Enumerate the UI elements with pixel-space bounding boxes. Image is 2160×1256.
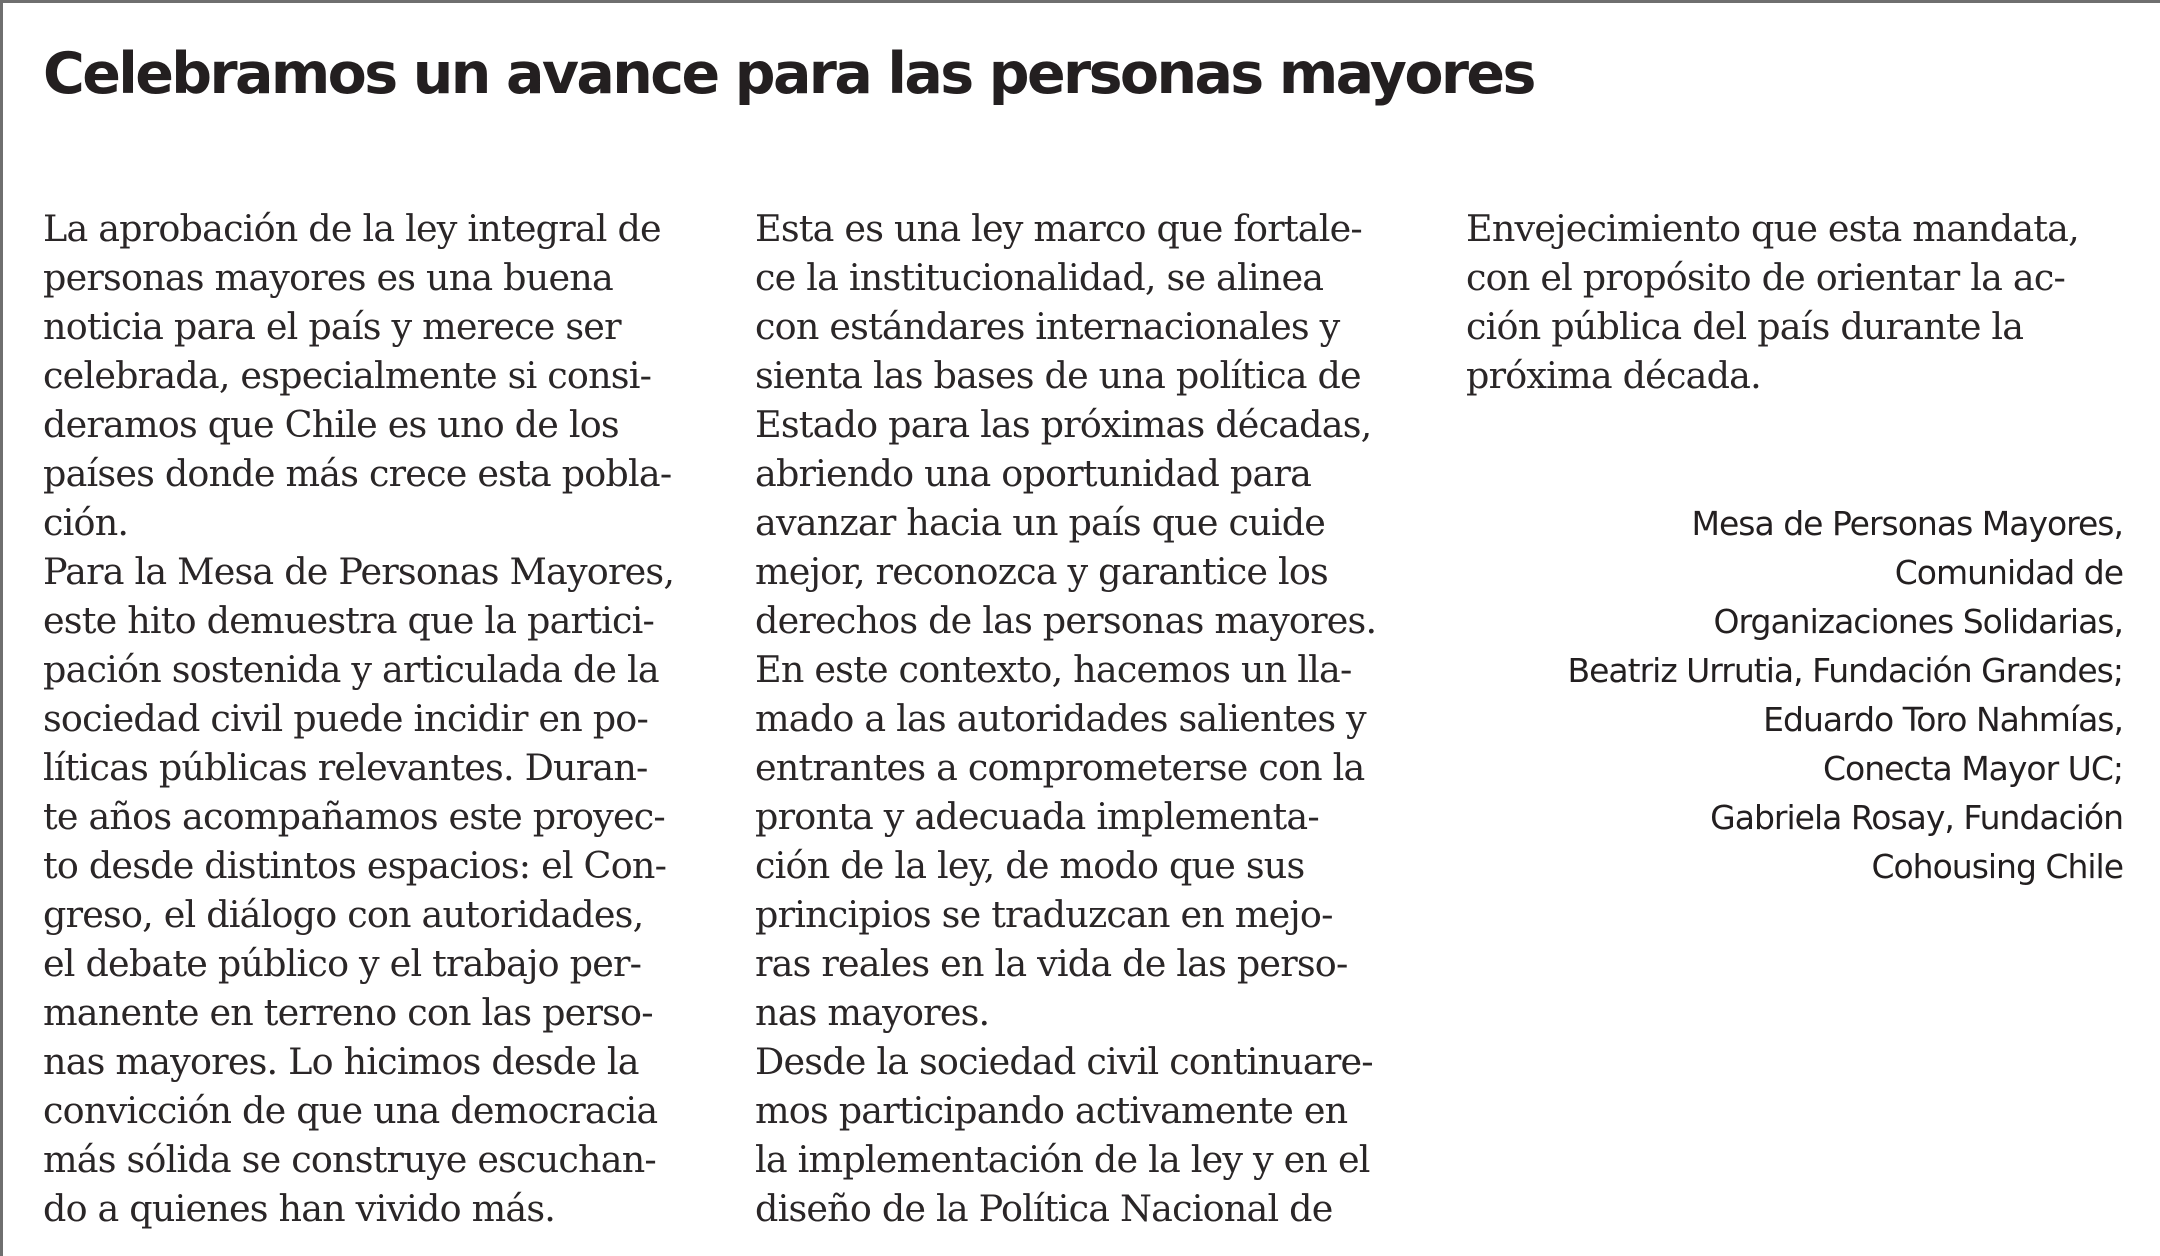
text-line: to desde distintos espacios: el Con- bbox=[43, 844, 667, 887]
text-column-1 bbox=[43, 204, 674, 1233]
text-line: con estándares internacionales y bbox=[755, 305, 1340, 348]
text-line: con el propósito de orientar la ac- bbox=[1466, 256, 2066, 299]
text-line: ce la institucionalidad, se alinea bbox=[755, 256, 1324, 299]
signature-line: Eduardo Toro Nahmías, bbox=[1763, 700, 2123, 739]
signature-line: Comunidad de bbox=[1894, 553, 2123, 592]
text-line: En este contexto, hacemos un lla- bbox=[755, 648, 1352, 691]
text-line: países donde más crece esta pobla- bbox=[43, 452, 672, 495]
text-line: mejor, reconozca y garantice los bbox=[755, 550, 1328, 593]
text-line: nas mayores. Lo hicimos desde la bbox=[43, 1040, 639, 1083]
text-line: pación sostenida y articulada de la bbox=[43, 648, 659, 691]
text-line: Envejecimiento que esta mandata, bbox=[1466, 207, 2079, 250]
text-line: líticas públicas relevantes. Duran- bbox=[43, 746, 648, 789]
signature-line: Cohousing Chile bbox=[1871, 847, 2123, 886]
text-line: deramos que Chile es uno de los bbox=[43, 403, 619, 446]
text-line: te años acompañamos este proyec- bbox=[43, 795, 665, 838]
text-line: personas mayores es una buena bbox=[43, 256, 613, 299]
text-line: Desde la sociedad civil continuare- bbox=[755, 1040, 1373, 1083]
signature-line: Beatriz Urrutia, Fundación Grandes; bbox=[1567, 651, 2123, 690]
text-line: avanzar hacia un país que cuide bbox=[755, 501, 1326, 544]
signature-block bbox=[1567, 499, 2123, 891]
text-line: diseño de la Política Nacional de bbox=[755, 1187, 1333, 1230]
text-line: do a quienes han vivido más. bbox=[43, 1187, 556, 1230]
text-line: noticia para el país y merece ser bbox=[43, 305, 621, 348]
text-line: la implementación de la ley y en el bbox=[755, 1138, 1370, 1181]
text-line: nas mayores. bbox=[755, 991, 990, 1034]
text-line: derechos de las personas mayores. bbox=[755, 599, 1377, 642]
text-line: ción de la ley, de modo que sus bbox=[755, 844, 1305, 887]
text-line: convicción de que una democracia bbox=[43, 1089, 658, 1132]
text-line: Estado para las próximas décadas, bbox=[755, 403, 1372, 446]
text-line: próxima década. bbox=[1466, 354, 1761, 397]
text-line: el debate público y el trabajo per- bbox=[43, 942, 642, 985]
text-line: mos participando activamente en bbox=[755, 1089, 1348, 1132]
signature-line: Gabriela Rosay, Fundación bbox=[1710, 798, 2123, 837]
text-line: entrantes a comprometerse con la bbox=[755, 746, 1365, 789]
text-line: este hito demuestra que la partici- bbox=[43, 599, 654, 642]
text-line: principios se traduzcan en mejo- bbox=[755, 893, 1333, 936]
text-line: pronta y adecuada implementa- bbox=[755, 795, 1319, 838]
signature-line: Conecta Mayor UC; bbox=[1822, 749, 2123, 788]
signature-line: Organizaciones Solidarias, bbox=[1713, 602, 2123, 641]
text-line: ción. bbox=[43, 501, 129, 544]
text-line: más sólida se construye escuchan- bbox=[43, 1138, 656, 1181]
text-line: greso, el diálogo con autoridades, bbox=[43, 893, 644, 936]
signature-line: Mesa de Personas Mayores, bbox=[1691, 504, 2123, 543]
text-column-3 bbox=[1466, 204, 2079, 400]
text-column-2 bbox=[755, 204, 1376, 1233]
text-line: sienta las bases de una política de bbox=[755, 354, 1361, 397]
text-line: manente en terreno con las perso- bbox=[43, 991, 653, 1034]
text-line: ción pública del país durante la bbox=[1466, 305, 2024, 348]
text-line: sociedad civil puede incidir en po- bbox=[43, 697, 649, 740]
text-line: abriendo una oportunidad para bbox=[755, 452, 1312, 495]
text-line: Esta es una ley marco que fortale- bbox=[755, 207, 1362, 250]
text-line: ras reales en la vida de las perso- bbox=[755, 942, 1348, 985]
text-line: Para la Mesa de Personas Mayores, bbox=[43, 550, 675, 593]
text-line: mado a las autoridades salientes y bbox=[755, 697, 1366, 740]
text-line: La aprobación de la ley integral de bbox=[43, 207, 661, 250]
text-line: celebrada, especialmente si consi- bbox=[43, 354, 652, 397]
headline: Celebramos un avance para las personas mayores bbox=[43, 41, 1534, 107]
